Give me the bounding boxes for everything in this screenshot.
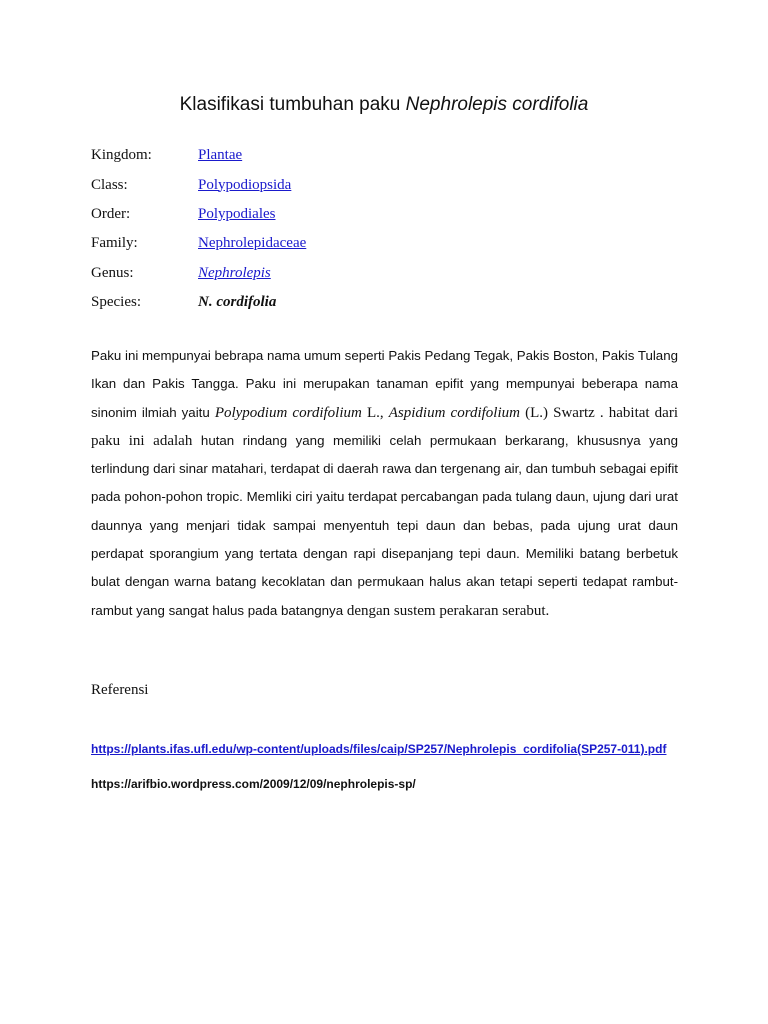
taxonomy-row-genus xyxy=(91,259,306,288)
taxonomy-row-species xyxy=(91,288,306,317)
description-paragraph xyxy=(91,342,678,625)
taxonomy-key: Order: xyxy=(91,205,131,222)
synonym-author-2: (L.) Swartz . habitat dari paku ini adalah xyxy=(91,404,678,449)
synonym-author-1: L., xyxy=(361,404,389,421)
reference-link-1[interactable]: https://plants.ifas.ufl.edu/wp-content/uploads/files/caip/SP257/Nephrolepis_cordifolia(SP257-011).pdf xyxy=(91,742,667,756)
species-value: N. cordifolia xyxy=(198,294,277,311)
genus-link[interactable]: Nephrolepis xyxy=(198,264,271,281)
taxonomy-key: Kingdom: xyxy=(91,147,152,164)
order-link[interactable]: Polypodiales xyxy=(198,205,276,222)
synonym-1: Polypodium cordifolium xyxy=(214,404,362,421)
paragraph-text-2: hutan rindang yang memiliki celah permukaan berkarang, khususnya yang terlindung dari sinar matahari, terdapat di daerah rawa dan tergenang air, dan tumbuh sebagai epifit pada pohon-pohon tropic. Memliki ciri yaitu terdapat percabangan pada tulang daun, ujung dari urat daunnya yang menjari tidak sampai menyentuh tepi daun dan bebas, pada ujung urat daun perdapat sporangium yang tertata dengan rapi disepanjang tepi daun. Memiliki batang berbetuk bulat dengan warna batang kecoklatan dan permukaan halus akan tetapi seperti tedapat rambut-rambut yang sangat halus pada batangnya xyxy=(91,432,678,618)
taxonomy-row-order xyxy=(91,200,306,229)
synonym-2: Aspidium cordifolium xyxy=(388,404,520,421)
class-link[interactable]: Polypodiopsida xyxy=(198,176,292,193)
taxonomy-row-family xyxy=(91,229,306,258)
references-heading: Referensi xyxy=(91,682,149,698)
family-link[interactable]: Nephrolepidaceae xyxy=(198,235,307,252)
taxonomy-key: Genus: xyxy=(91,264,134,281)
title-species: Nephrolepis cordifolia xyxy=(405,94,589,115)
paragraph-text-3: dengan sustem perakaran serabut. xyxy=(343,602,550,619)
reference-text-2: https://arifbio.wordpress.com/2009/12/09/nephrolepis-sp/ xyxy=(91,777,416,791)
page-title xyxy=(0,94,768,116)
taxonomy-row-class xyxy=(91,170,306,199)
kingdom-link[interactable]: Plantae xyxy=(198,147,243,164)
taxonomy-key: Class: xyxy=(91,176,128,193)
taxonomy-key: Species: xyxy=(91,294,141,311)
taxonomy-table xyxy=(91,141,306,317)
taxonomy-row-kingdom xyxy=(91,141,306,170)
title-text: Klasifikasi tumbuhan paku xyxy=(179,94,406,115)
taxonomy-key: Family: xyxy=(91,235,138,252)
paragraph-text-1: Paku ini mempunyai bebrapa nama umum seperti Pakis Pedang Tegak, Pakis Boston, Pakis Tulang Ikan dan Pakis Tangga. Paku ini merupakan tanaman epifit yang mempunyai beberapa nama sinonim ilmiah yaitu xyxy=(91,348,678,420)
